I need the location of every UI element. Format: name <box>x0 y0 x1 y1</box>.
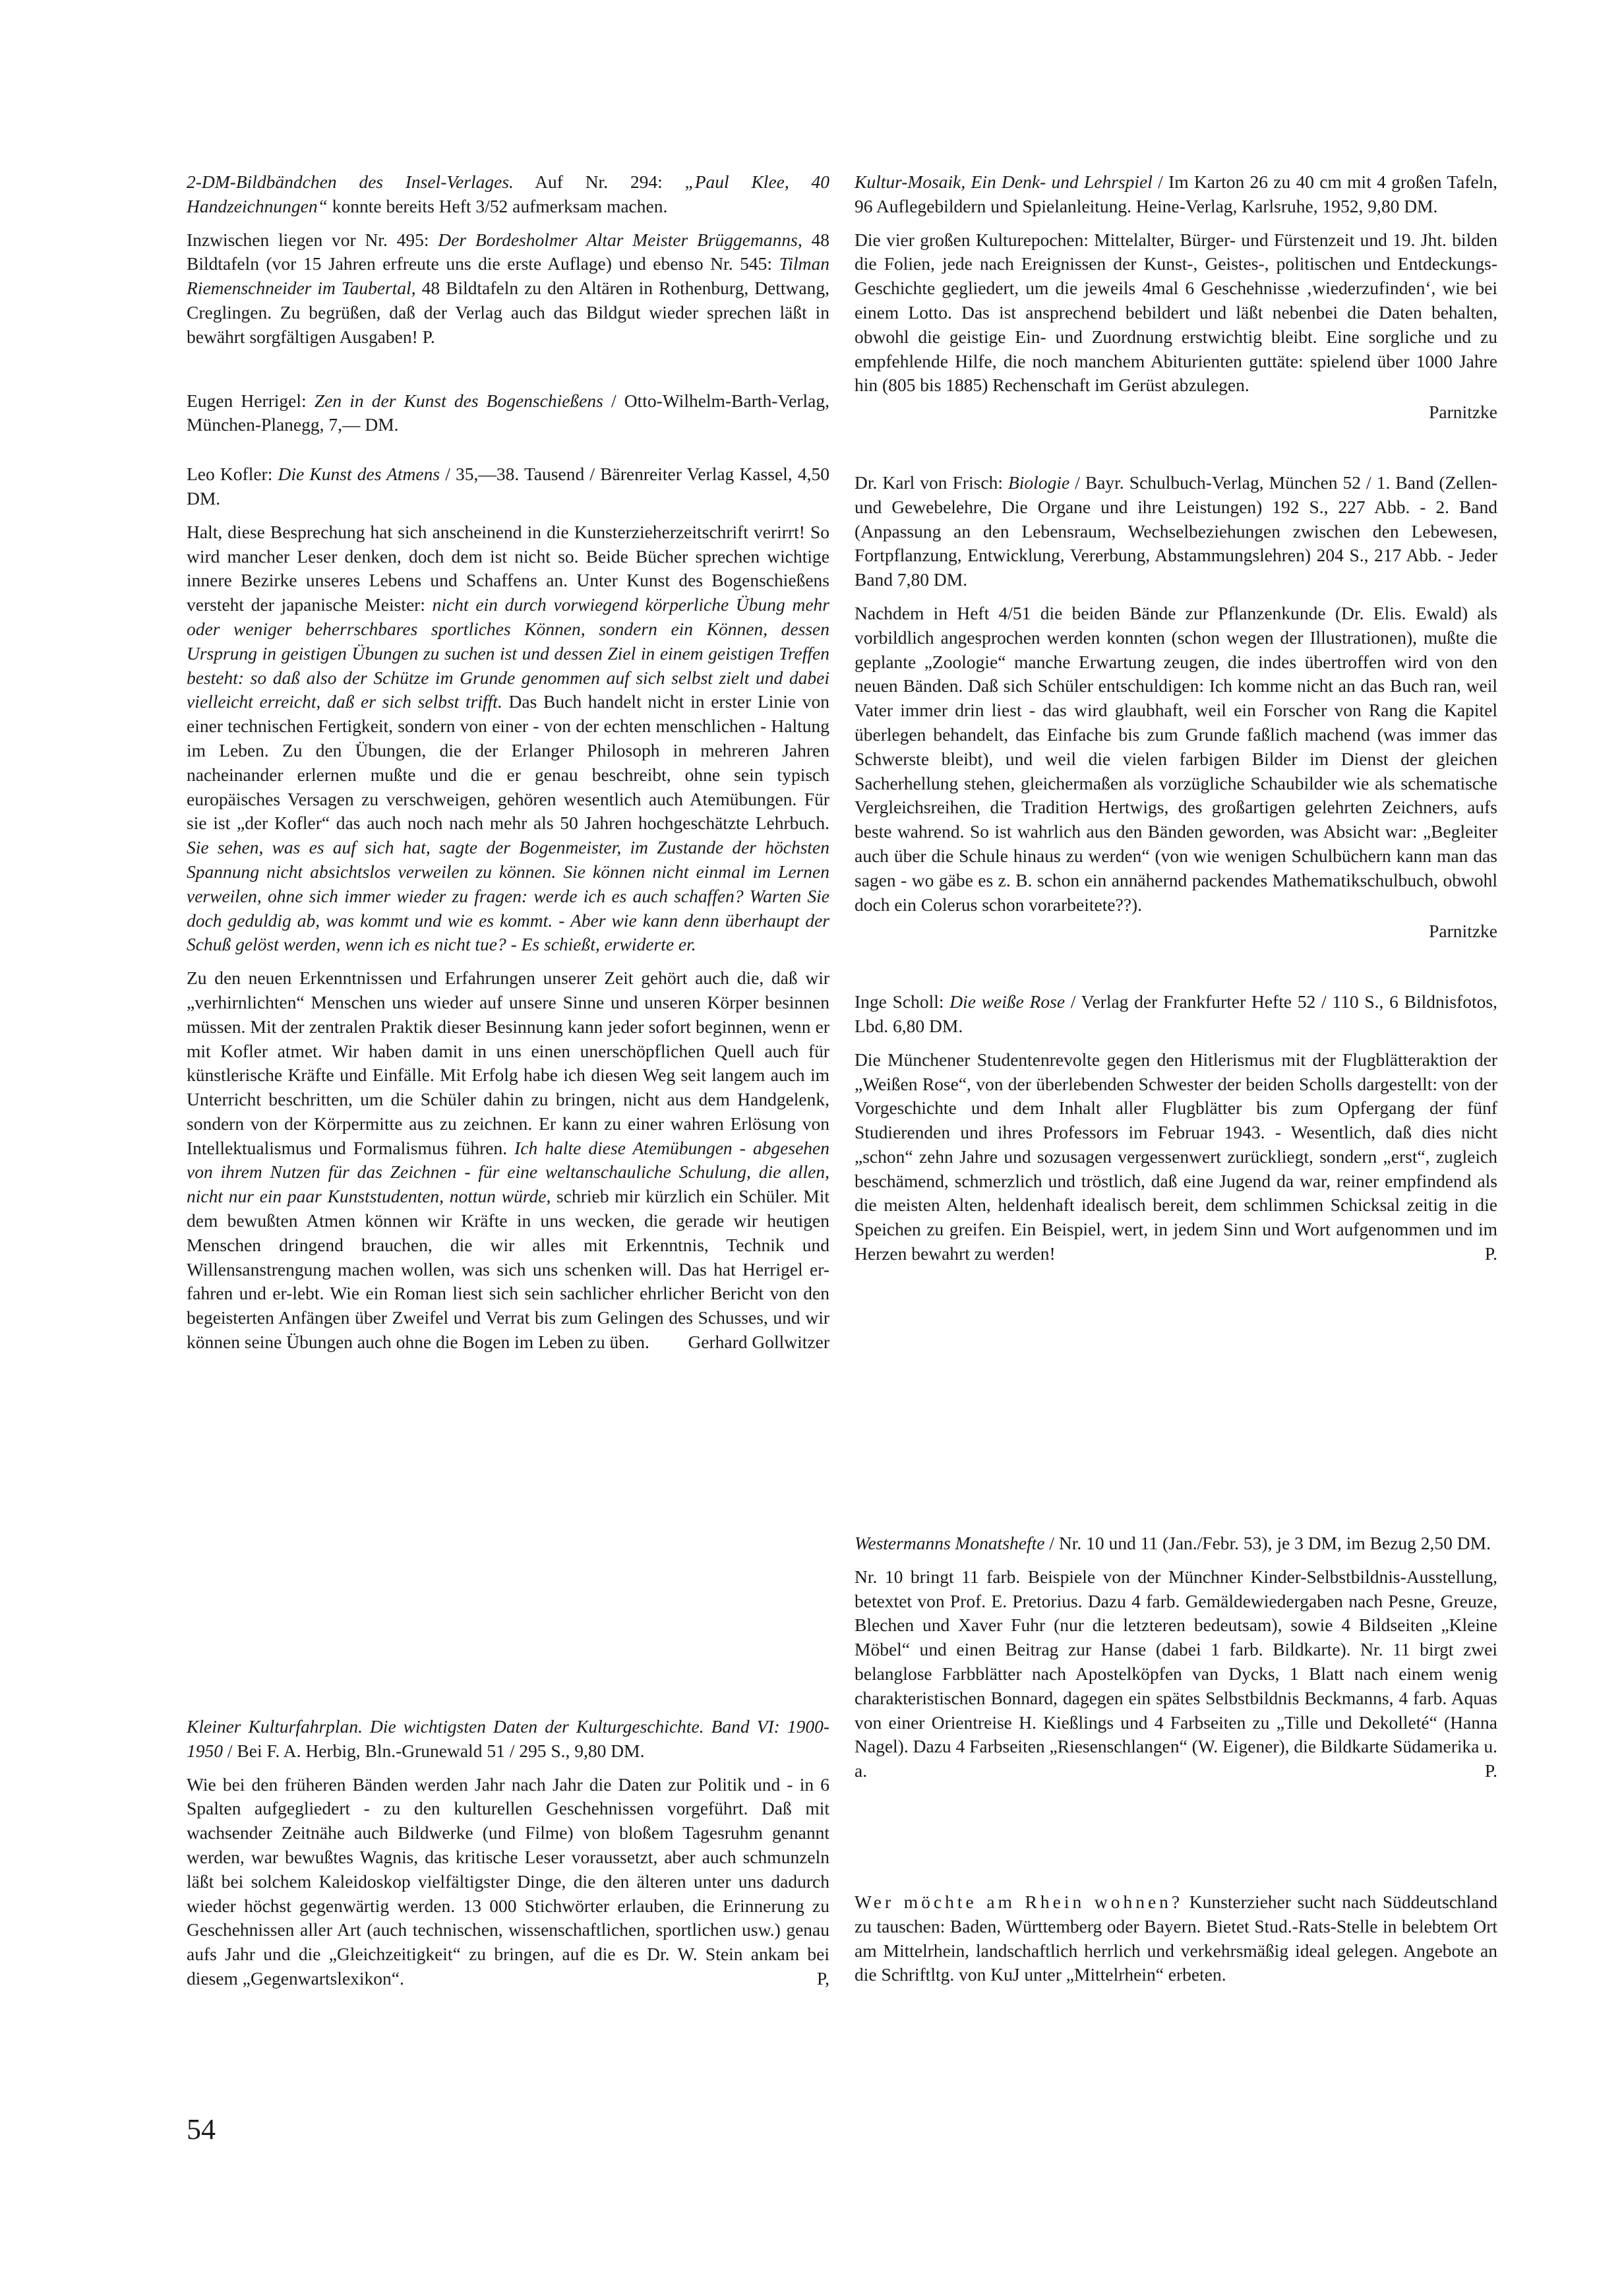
publication-info: / Im Karton 26 zu 40 cm mit 4 großen Tafeln, 96 Auflegebildern und Spielanleitung. Heine-Verlag, Karlsruhe, 1952, 9,80 DM. <box>855 171 1497 216</box>
review-kultur-mosaik <box>855 170 1497 425</box>
author: Inge Scholl: <box>855 991 950 1012</box>
review-heading <box>855 170 1497 219</box>
review-body <box>187 520 829 957</box>
publication-info: / Otto-Wilhelm-Barth-Verlag, München-Planegg, 7,— DM. <box>187 390 830 435</box>
quotation: Ich halte diese Atemübungen - abgesehen von ihrem Nutzen für das Zeichnen - für eine weltanschauliche Schulung, die allen, nicht nur ein paar Kunststudenten, nottun würde, <box>187 1137 830 1207</box>
notice-body: Kunsterzieher sucht nach Süddeutschland zu tauschen: Baden, Württemberg oder Bayern. Bietet Stud.-Rats-Stelle in belebtem Ort am Mittelrhein, landschaftlich herrlich und verkehrsmäßig ideal gelegen. Angebote an die Schriftltg. von KuJ unter „Mittelrhein“ erbeten. <box>855 1892 1497 1985</box>
review-heading <box>187 389 829 438</box>
notice-heading: Wer möchte am Rhein wohnen? <box>855 1892 1184 1912</box>
publication-info: / Verlag der Frankfurter Hefte 52 / 110 S., 6 Bildnisfotos, Lbd. 6,80 DM. <box>855 991 1497 1036</box>
review-body <box>187 1773 829 1991</box>
heading-text: konnte bereits Heft 3/52 aufmerksam machen. <box>327 195 668 216</box>
book-title: Kultur-Mosaik, Ein Denk- und Lehrspiel <box>855 171 1153 192</box>
review-heading <box>855 1531 1497 1556</box>
review-kofler <box>187 462 829 1355</box>
author: Eugen Herrigel: <box>187 390 315 411</box>
reviewer-signature: Gerhard Gollwitzer <box>688 1332 829 1353</box>
reviewer-signature: P. <box>1484 1760 1497 1781</box>
book-title: Die Kunst des Atmens <box>278 464 440 485</box>
book-title: Biologie <box>1007 472 1070 493</box>
review-westermann <box>855 1531 1497 1783</box>
author: Leo Kofler: <box>187 464 278 485</box>
reviewer-signature: Parnitzke <box>1429 402 1497 423</box>
heading-text: Auf Nr. 294: <box>513 171 685 192</box>
reviewer-signature: P. <box>1484 1243 1497 1264</box>
right-column-lower <box>855 1531 1497 1808</box>
book-title: Die weiße Rose <box>949 991 1066 1012</box>
quotation: nicht ein durch vorwiegend körperliche Übung mehr oder weniger beherrschbares sportliches Können, sondern ein Können, dessen Ursprung in geistigen Übungen zu suchen ist und dessen Ziel in einem geistigen Treffen besteht: so daß also der Schütze im Grunde genommen auf sich selbst zielt und dabei vielleicht erreicht, daß er sich selbst trifft. <box>187 594 829 712</box>
publication-info: / Bei F. A. Herbig, Bln.-Grunewald 51 / 295 S., 9,80 DM. <box>223 1740 645 1761</box>
work-title: „Paul Klee, 40 Handzeichnungen“ <box>187 171 829 216</box>
review-body <box>855 602 1497 917</box>
reviewer-signature: Parnitzke <box>1429 921 1497 942</box>
review-body <box>187 966 829 1355</box>
body-text: Zu den neuen Erkenntnissen und Erfahrungen unserer Zeit gehört auch die, daß wir „verhirnlichten“ Menschen uns wieder auf unsere Sinne und unseren Körper besinnen müssen. Mit der zentralen Praktik dieser Besinnung kann jeder sofort beginnen, wenn er mit Kofler atmet. Wir haben damit in uns einen unerschöpflichen Quell auch für künstlerische Kräfte und Einfälle. Mit Erfolg habe ich diesen Weg seit langem auch im Unterricht beschritten, um die Schüler dahin zu bringen, nicht aus dem Handgelenk, sondern von der Körpermitte aus zu zeichnen. Er kann zu einer wahren Erlösung von Intellektualismus und Formalismus führen. <box>187 968 829 1158</box>
notice-text <box>855 1890 1497 1987</box>
publication-info: / Bayr. Schulbuch-Verlag, München 52 / 1. Band (Zellen- und Gewebelehre, Die Organe und ihre Leistungen) 192 S., 227 Abb. - 2. Band (Anpassung an den Lebensraum, Wechselbeziehungen zwischen den Lebewesen, Fortpflanzung, Entwicklung, Vererbung, Abstammungslehren) 204 S., 217 Abb. - Jeder Band 7,80 DM. <box>855 472 1497 590</box>
review-body <box>855 1048 1497 1266</box>
left-column-lower <box>187 1715 829 2016</box>
reviewer-signature: P, <box>816 1967 829 1989</box>
magazine-title: Westermanns Monatshefte <box>855 1533 1045 1553</box>
body-text: schrieb mir kürzlich ein Schüler. Mit dem bewußten Atmen können wir Kräfte in uns wecken, die gerade wir heutigen Menschen dringend brauchen, die wir alles mit Erkenntnis, Technik und Willensanstrengung machen wollen, was sich uns schenken will. Das hat Herrigel er-fahren und er-lebt. Wie ein Roman liest sich sein sachlicher ehrlicher Bericht von den begeisterten Anfängen über Zweifel und Verrat bis zum Gelingen des Schusses, und wir können seine Übungen auch ohne die Bogen im Leben zu üben. <box>187 1186 829 1353</box>
review-herrigel <box>187 389 829 438</box>
body-text: 48 Bildtafeln (vor 15 Jahren erfreute uns die erste Auflage) und ebenso Nr. 545: <box>187 229 829 274</box>
review-heading <box>187 1715 829 1764</box>
review-heading <box>855 990 1497 1039</box>
review-scholl <box>855 990 1497 1266</box>
body-text: Das Buch handelt nicht in erster Linie von einer technischen Fertigkeit, sondern von einer - von der echten menschlichen - Haltung im Leben. Zu den Übungen, die der Erlanger Philosoph in mehreren Jahren nacheinander erlernen mußte und die er genau beschreibt, ohne sein typisch europäisches Versagen zu verschweigen, gehören wesentlich auch Atemübungen. Für sie ist „der Kofler“ das auch noch nach mehr als 50 Jahren hochgeschätzte Lehrbuch. <box>187 691 829 834</box>
review-body <box>855 1565 1497 1783</box>
body-text: Nachdem in Heft 4/51 die beiden Bände zur Pflanzenkunde (Dr. Elis. Ewald) als vorbildlich angesprochen werden konnten (schon wegen der Illustrationen), mußte die geplante „Zoologie“ manche Erwartung zeugen, die indes übertroffen wird von den neuen Bänden. Daß sich Schüler entschuldigen: Ich komme nicht an das Buch ran, weil Vater immer drin liest - das wird glaubhaft, weil ein Forscher von Rang die Kapitel überlegen behandelt, das Einfache bis zum Grunde faßlich machend (was immer das Schwerste bleibt), und weil die vielen farbigen Bilder im Dienst der gleichen Sacherhellung stehen, gleichermaßen als vorzügliche Schaubilder wie als schematische Vergleichsreihen, die Tradition Hertwigs, des großartigen gelehrten Zeichners, aufs beste wahrend. So ist wahrlich aus den Bänden geworden, was Absicht war: „Begleiter auch über die Schule hinaus zu werden“ (von wie wenigen Schulbüchern kann man das sagen - wo gäbe es z. B. schon ein annähernd packendes Mathematikschulbuch, obwohl doch ein Colerus schon vorarbeitete??). <box>855 602 1497 915</box>
review-frisch-biologie <box>855 471 1497 944</box>
publication-info: / Nr. 10 und 11 (Jan./Febr. 53), je 3 DM, im Bezug 2,50 DM. <box>1044 1533 1491 1553</box>
right-column <box>855 170 1497 1291</box>
author: Dr. Karl von Frisch: <box>855 472 1008 493</box>
body-text: Die vier großen Kulturepochen: Mittelalter, Bürger- und Fürstenzeit und 19. Jht. bilden die Folien, jede nach Ereignissen der Kunst-, Geistes-, politischen und Entdeckungs-Geschichte gegliedert, um die jeweils 4mal 6 Geschehnisse ‚wiederzufinden‘, wie bei einem Lotto. Das ist ansprechend bebildert und läßt nebenbei die Daten behalten, obwohl die geistige Ein- und Zuordnung erstwichtig bleibt. Eine sorgliche und zu empfehlende Hilfe, die noch manchem Abiturienten guttäte: spielend über 1000 Jahre hin (805 bis 1885) Rechenschaft im Gerüst abzulegen. <box>855 229 1497 396</box>
body-text: Inzwischen liegen vor Nr. 495: <box>187 229 438 250</box>
classified-notice <box>855 1890 1497 1996</box>
review-body <box>187 228 829 350</box>
body-text: Halt, diese Besprechung hat sich anscheinend in die Kunsterzieherzeitschrift verirrt! So wird mancher Leser denken, doch dem ist nicht so. Beide Bücher sprechen wichtige innere Bezirke unseres Lebens und Schaffens an. Unter Kunst des Bogenschießens versteht der japanische Meister: <box>187 521 829 615</box>
body-text: 48 Bildtafeln zu den Altären in Rothenburg, Dettwang, Creglingen. Zu begrüßen, daß der Verlag auch das Bildgut wieder sprechen läßt in bewährt sorgfältigen Ausgaben! P. <box>187 278 829 347</box>
review-heading <box>187 462 829 511</box>
page-number: 54 <box>187 2113 216 2146</box>
review-heading <box>855 471 1497 592</box>
review-heading <box>187 170 829 219</box>
work-title: Der Bordesholmer Altar Meister Brüggemanns, <box>438 229 802 250</box>
body-text: Die Münchener Studentenrevolte gegen den Hitlerismus mit der Flugblätteraktion der „Weißen Rose“, von der überlebenden Schwester der beiden Scholls dargestellt: von der Vorgeschichte und dem Inhalt aller Flugblätter bis zum Opfergang der fünf Studierenden und ihres Professors im Februar 1943. - Wesentlich, daß dies nicht „schon“ zehn Jahre und sozusagen vergessenwert zurückliegt, sondern „erst“, zugleich beschämend, schmerzlich und tröstlich, daß eine Jugend da war, reiner empfindend als die meisten Alten, heldenhaft idealisch bereit, dem schlimmen Schicksal zeitig in die Speichen zu greifen. Ein Beispiel, wert, in jedem Sinn und Wort aufgenommen und im Herzen bewahrt zu werden! <box>855 1049 1497 1264</box>
left-column <box>187 170 829 1380</box>
body-text: Nr. 10 bringt 11 farb. Beispiele von der Münchner Kinder-Selbstbildnis-Ausstellung, betextet von Prof. E. Pretorius. Dazu 4 farb. Gemäldewiedergaben nach Pesne, Greuze, Blechen und Xaver Fuhr (nur die letzteren bedeutsam), sowie 4 Bildseiten „Kleine Möbel“ und einen Beitrag zur Hanse (dabei 1 farb. Bildkarte). Nr. 11 birgt zwei belanglose Farbblätter nach Apostelköpfen van Dycks, 1 Blatt nach einem wenig charakteristischen Bonnard, dagegen ein spätes Selbstbildnis Beckmanns, 4 farb. Aquas von einer Orientreise H. Kießlings und 4 Farbseiten zu „Tille und Dekolleté“ (Hanna Nagel). Dazu 4 Farbseiten „Riesenschlangen“ (W. Eigener), die Bildkarte Südamerika u. a. <box>855 1566 1497 1781</box>
book-title: Zen in der Kunst des Bogenschießens <box>314 390 603 411</box>
review-body <box>855 228 1497 398</box>
body-text: Wie bei den früheren Bänden werden Jahr nach Jahr die Daten zur Politik und - in 6 Spalten aufgegliedert - zu den kulturellen Geschehnissen vorgeführt. Daß mit wachsender Zeitnähe auch Bildwerke (und Filme) von bloßem Tagesruhm genannt werden, war bewußtes Wagnis, das kritische Leser voraussetzt, aber auch schmunzeln läßt bei solchem Kaleidoskop vielfältigster Dinge, die den älteren unter uns dadurch wieder höchst gegenwärtig werden. 13 000 Stichwörter erlauben, die Erinnerung zu Geschehnissen aller Art (auch technischen, wissenschaftlichen, sportlichen usw.) genau aufs Jahr und die „Gleichzeitigkeit“ zu bringen, auf die es Dr. W. Stein ankam bei diesem „Gegenwartslexikon“. <box>187 1774 829 1989</box>
quotation: Sie sehen, was es auf sich hat, sagte der Bogenmeister, im Zustande der höchsten Spannung nicht absichtslos verweilen zu können. Sie können nicht einmal im Lernen verweilen, ohne sich immer wieder zu fragen: werde ich es auch schaffen? Warten Sie doch geduldig ab, was kommt und wie es kommt. - Aber wie kann denn überhaupt der Schuß gelöst werden, wenn ich es nicht tue? - Es schießt, erwiderte er. <box>187 837 829 955</box>
publication-info: / 35,—38. Tausend / Bärenreiter Verlag Kassel, 4,50 DM. <box>187 464 829 509</box>
series-title: 2-DM-Bildbändchen des Insel-Verlages. <box>187 171 514 192</box>
work-title: Tilman Riemenschneider im Taubertal, <box>187 253 829 299</box>
review-insel-bildbaendchen <box>187 170 829 350</box>
review-kulturfahrplan <box>187 1715 829 1991</box>
book-title: Kleiner Kulturfahrplan. Die wichtigsten Daten der Kulturgeschichte. Band VI: 1900-1950 <box>187 1716 829 1761</box>
